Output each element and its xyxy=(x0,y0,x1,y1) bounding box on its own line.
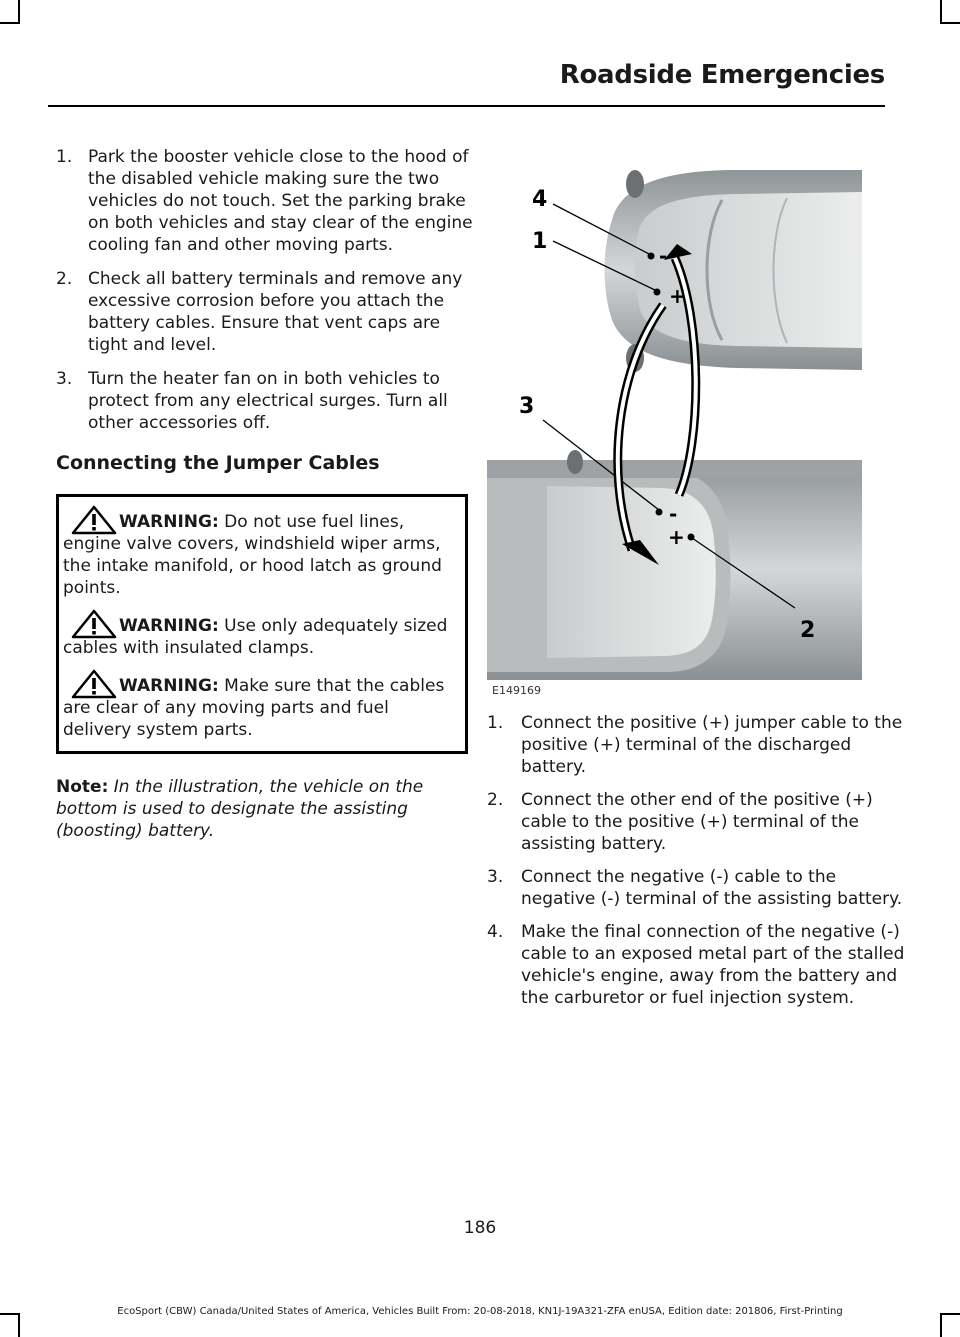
warning-text: Use only adequately sized cables with insulated clamps. xyxy=(63,616,448,658)
crop-mark xyxy=(940,0,942,22)
terminal-sign: + xyxy=(669,284,686,308)
step-number: 1. xyxy=(487,713,504,733)
warning-label: WARNING: xyxy=(119,512,219,532)
step-number: 3. xyxy=(56,369,73,389)
step-number: 1. xyxy=(56,147,73,167)
list-item xyxy=(487,866,907,910)
step-text: Turn the heater fan on in both vehicles to protect from any electrical surges. Turn all other accessories off. xyxy=(88,369,448,433)
warning-text: Make sure that the cables are clear of any moving parts and fuel delivery system parts. xyxy=(63,676,445,740)
step-number: 4. xyxy=(487,922,504,942)
list-item xyxy=(56,146,476,256)
page-number: 186 xyxy=(463,1218,497,1238)
step-text: Connect the positive (+) jumper cable to the positive (+) terminal of the discharged battery. xyxy=(521,713,903,777)
note xyxy=(56,776,476,842)
left-column xyxy=(56,146,476,859)
step-number: 3. xyxy=(487,867,504,887)
callout-number: 2 xyxy=(800,618,816,643)
crop-mark xyxy=(18,0,20,22)
list-item xyxy=(487,712,907,778)
warning-triangle-icon xyxy=(71,609,117,639)
warning-item xyxy=(63,675,461,741)
terminal-sign: - xyxy=(669,502,678,526)
assisting-vehicle xyxy=(487,450,862,680)
note-text: In the illustration, the vehicle on the bottom is used to designate the assisting (boosting) battery. xyxy=(56,777,424,841)
step-number: 2. xyxy=(56,269,73,289)
step-text: Connect the other end of the positive (+) cable to the positive (+) terminal of the assisting battery. xyxy=(521,790,873,854)
warning-label: WARNING: xyxy=(119,676,219,696)
warning-triangle-icon xyxy=(71,669,117,699)
terminal-sign: - xyxy=(659,244,668,268)
header-divider xyxy=(48,105,885,107)
step-text: Park the booster vehicle close to the hood of the disabled vehicle making sure the two vehicles do not touch. Set the parking brake on both vehicles and stay clear of the engine cooling fan and other moving parts. xyxy=(88,147,473,255)
callout-number: 3 xyxy=(519,394,535,419)
warning-label: WARNING: xyxy=(119,616,219,636)
list-item xyxy=(56,368,476,434)
figure-code: E149169 xyxy=(492,684,541,697)
step-text: Make the final connection of the negative (-) cable to an exposed metal part of the stalled vehicle's engine, away from the battery and the carburetor or fuel injection system. xyxy=(521,922,905,1008)
crop-mark xyxy=(0,22,20,24)
page-header-title: Roadside Emergencies xyxy=(559,60,885,90)
step-number: 2. xyxy=(487,790,504,810)
jumper-cable-illustration xyxy=(487,140,862,700)
list-item xyxy=(487,789,907,855)
callout-number: 4 xyxy=(532,187,548,212)
crop-mark xyxy=(940,22,960,24)
warning-item xyxy=(63,615,461,659)
list-item xyxy=(487,921,907,1009)
right-column xyxy=(487,712,907,1020)
note-label: Note: xyxy=(56,777,109,797)
preparation-steps xyxy=(56,146,476,434)
warning-item xyxy=(63,511,461,599)
warning-text: Do not use fuel lines, engine valve covers, windshield wiper arms, the intake manifold, or hood latch as ground points. xyxy=(63,512,442,598)
step-text: Connect the negative (-) cable to the negative (-) terminal of the assisting battery. xyxy=(521,867,903,909)
callout-number: 1 xyxy=(532,229,548,254)
warning-box xyxy=(56,494,468,754)
list-item xyxy=(56,268,476,356)
section-heading: Connecting the Jumper Cables xyxy=(56,452,380,474)
step-text: Check all battery terminals and remove any excessive corrosion before you attach the battery cables. Ensure that vent caps are tight and level. xyxy=(88,269,463,355)
footer: EcoSport (CBW) Canada/United States of America, Vehicles Built From: 20-08-2018, KN1J-19A321-ZFA enUSA, Edition date: 201806, First-Printing xyxy=(117,1306,843,1317)
terminal-sign: + xyxy=(668,525,685,549)
connection-steps xyxy=(487,712,907,1009)
warning-triangle-icon xyxy=(71,505,117,535)
